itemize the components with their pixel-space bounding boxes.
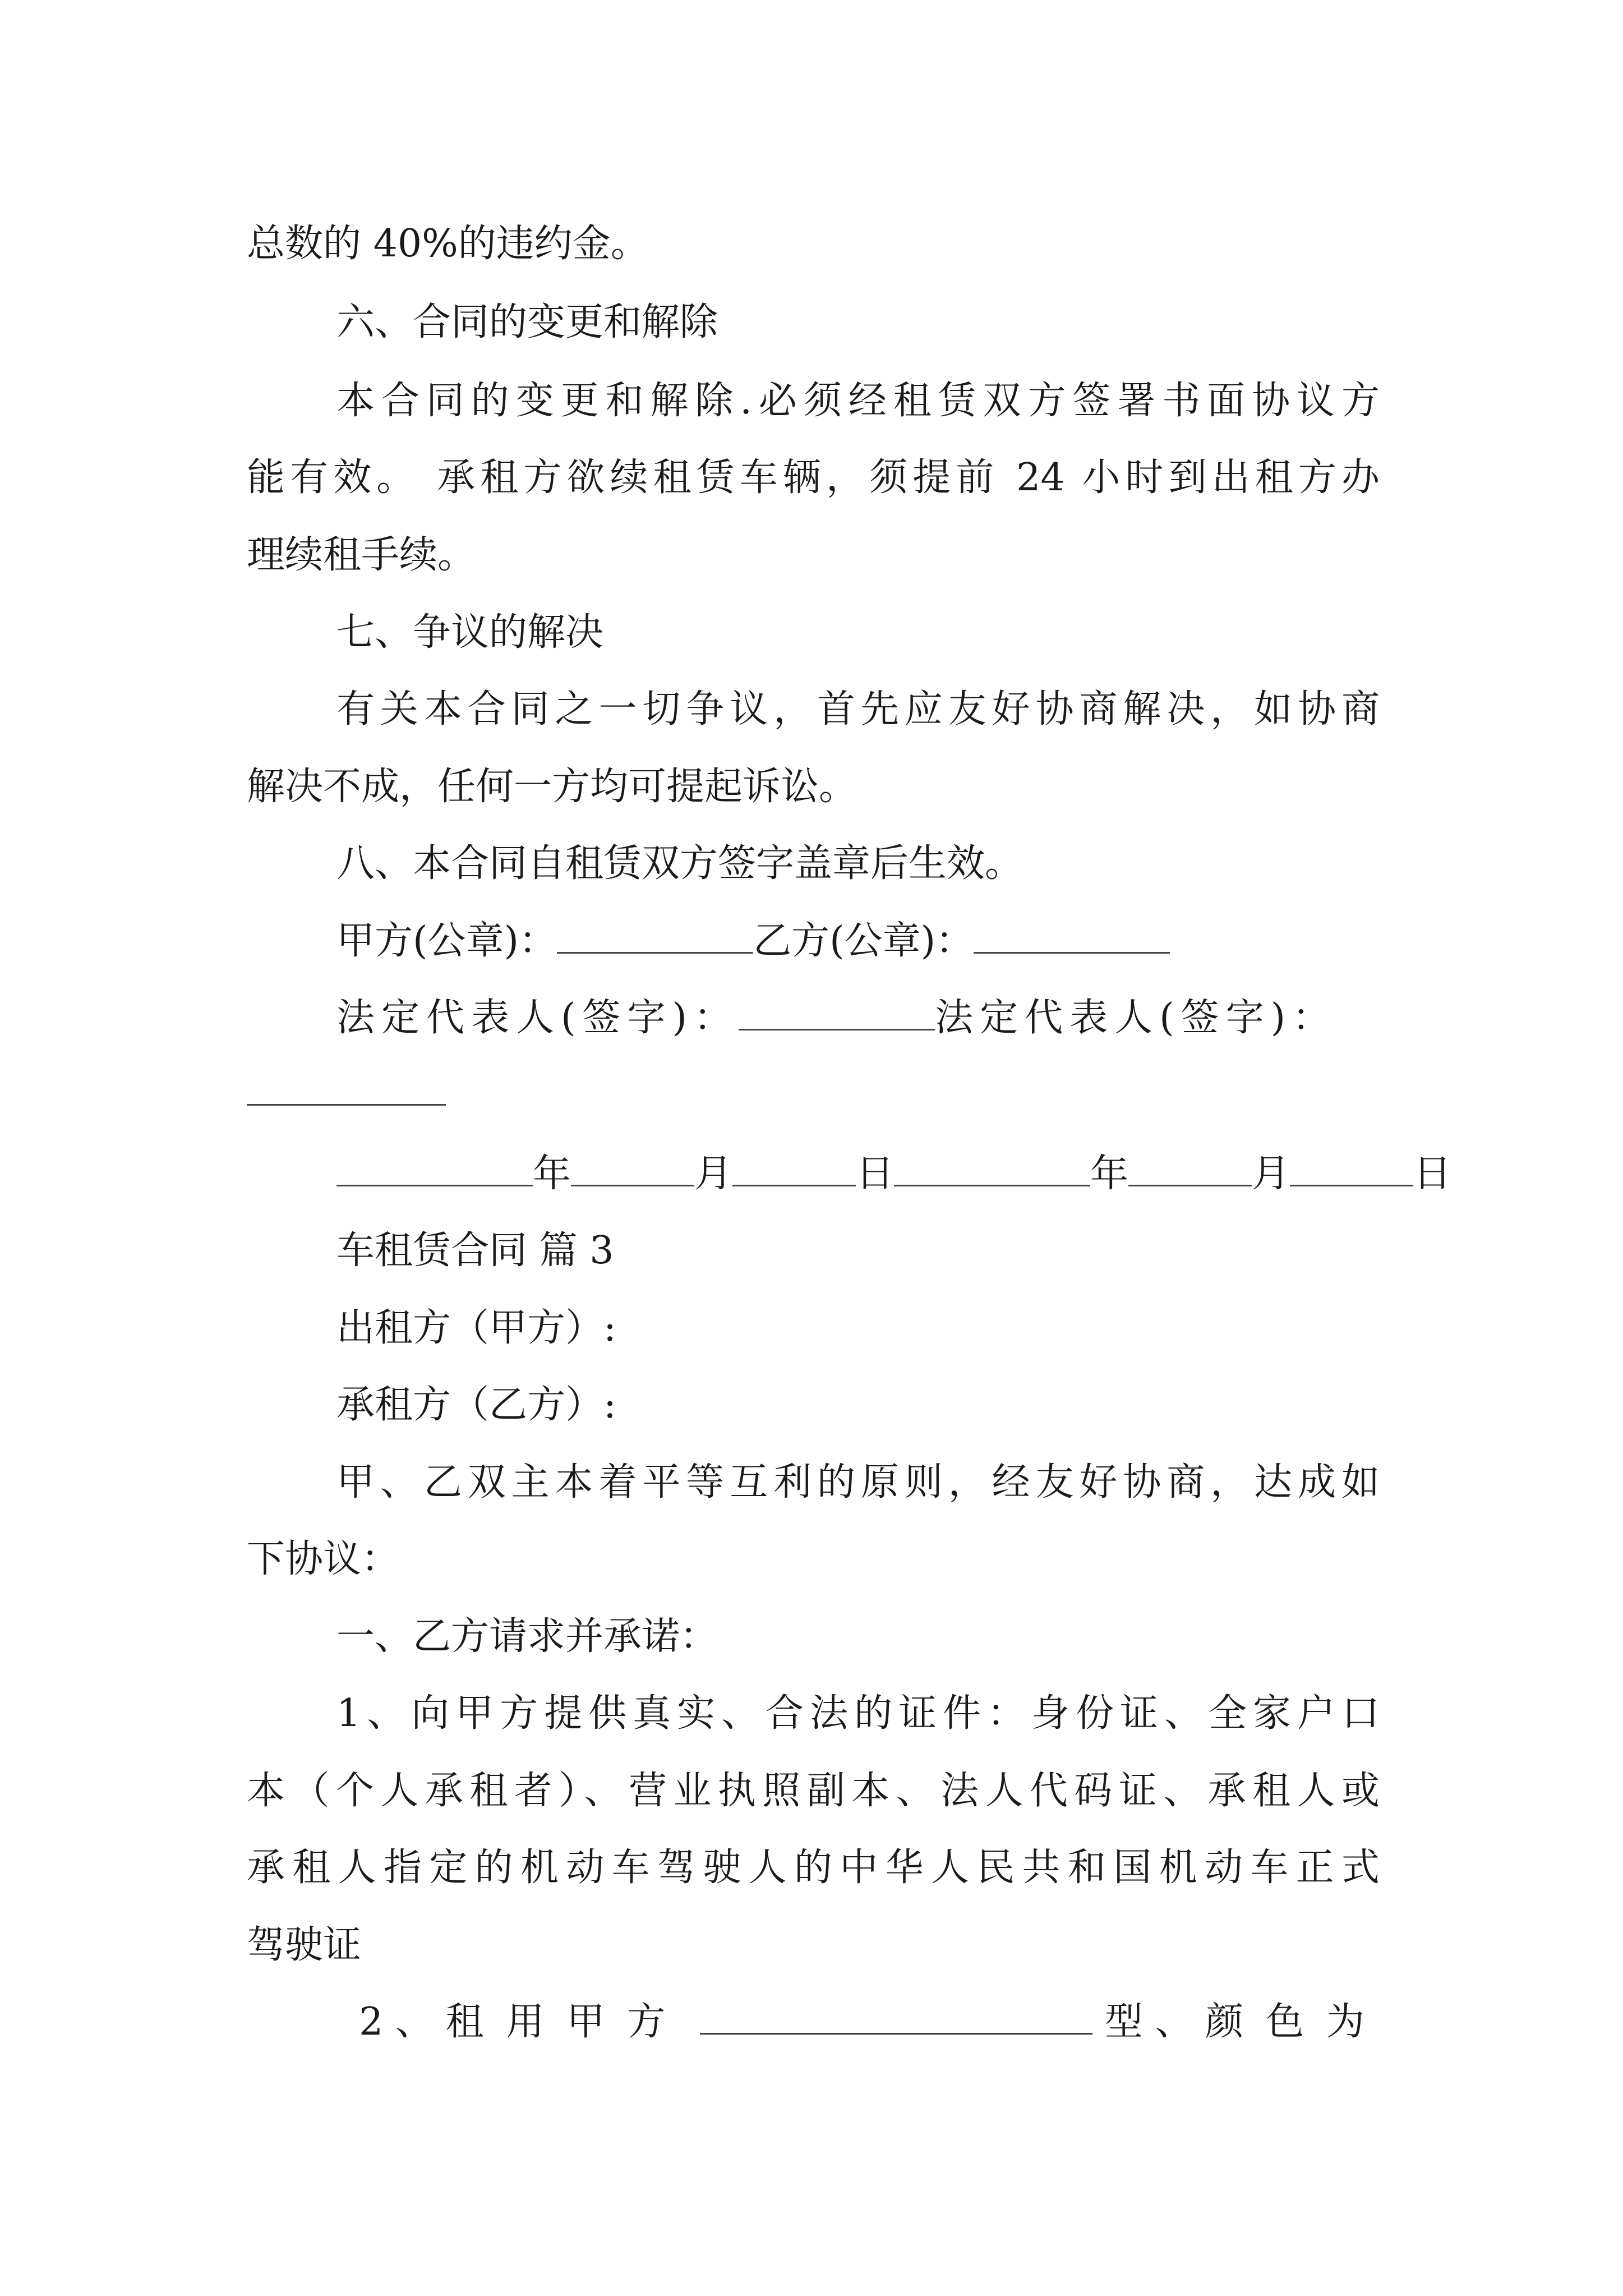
rep-a-blank: [739, 992, 935, 1030]
item-2-text: 租用甲方: [445, 2000, 688, 2044]
intro-line2: 下协议：: [247, 1537, 400, 1581]
date-b-day-blank: [1290, 1148, 1413, 1186]
date-a-year-blank: [336, 1148, 533, 1186]
paragraph-change-line1: 本合同的变更和解除.必须经租赁双方签署书面协议方: [336, 379, 1380, 423]
paragraph-dispute-line2: 解决不成，任何一方均可提起诉讼。: [247, 765, 857, 809]
item-2-number: 2: [359, 2000, 384, 2044]
item-2-separator-2: 、: [1155, 2000, 1193, 2044]
contract-3-title: 车租赁合同 篇 3: [336, 1228, 614, 1273]
item-2-color: 颜色为: [1205, 2000, 1387, 2044]
item-2-type: 型: [1104, 2000, 1143, 2044]
rep-a-label: 法定代表人(签字)：: [336, 996, 739, 1040]
date-b-year: 年: [1090, 1152, 1129, 1196]
contract-3-section-1: 一、乙方请求并承诺：: [336, 1614, 718, 1659]
rep-b-label: 法定代表人(签字)：: [935, 996, 1338, 1040]
date-b-year-blank: [894, 1148, 1090, 1186]
seal-line: [336, 913, 1380, 969]
representative-line: [336, 990, 1380, 1046]
item-2-separator: 、: [395, 2000, 434, 2044]
party-a-seal-label: 甲方(公章)：: [336, 919, 557, 963]
party-a-seal-blank: [557, 915, 753, 954]
party-b-seal-label: 乙方(公章)：: [753, 919, 974, 963]
lessee-line: 承租方（乙方）:: [336, 1383, 616, 1427]
item-1-line1: 1、向甲方提供真实、合法的证件：身份证、全家户口: [336, 1691, 1380, 1736]
heading-section-7: 七、争议的解决: [336, 610, 604, 655]
rep-b-blank-wrapped: [247, 1104, 446, 1106]
paragraph-change-line2: 能有效。 承租方欲续租赁车辆，须提前 24 小时到出租方办: [247, 455, 1380, 500]
item-2-line: [359, 1994, 1387, 2050]
date-b-month: 月: [1252, 1152, 1290, 1196]
date-a-day: 日: [856, 1152, 895, 1196]
date-a-year: 年: [533, 1152, 571, 1196]
date-a-day-blank: [732, 1148, 856, 1186]
item-1-line2: 本（个人承租者）、营业执照副本、法人代码证、承租人或: [247, 1769, 1380, 1813]
date-a-month-blank: [571, 1148, 694, 1186]
item-2-model-blank: [700, 1996, 1092, 2035]
heading-section-6: 六、合同的变更和解除: [336, 300, 718, 344]
date-line: [336, 1146, 1452, 1202]
paragraph-penalty-end: 总数的 40%的违约金。: [247, 222, 649, 266]
lessor-line: 出租方（甲方）:: [336, 1306, 616, 1350]
date-a-month: 月: [694, 1152, 733, 1196]
item-1-line3: 承租人指定的机动车驾驶人的中华人民共和国机动车正式: [247, 1846, 1380, 1890]
date-b-day: 日: [1413, 1152, 1452, 1196]
date-b-month-blank: [1128, 1148, 1252, 1186]
intro-line1: 甲、乙双主本着平等互利的原则，经友好协商，达成如: [336, 1460, 1380, 1504]
heading-section-8: 八、本合同自租赁双方签字盖章后生效。: [336, 841, 1023, 886]
party-b-seal-blank: [974, 915, 1170, 954]
item-1-line4: 驾驶证: [247, 1923, 362, 1967]
paragraph-change-line3: 理续租手续。: [247, 533, 476, 577]
paragraph-dispute-line1: 有关本合同之一切争议，首先应友好协商解决，如协商: [336, 687, 1380, 731]
